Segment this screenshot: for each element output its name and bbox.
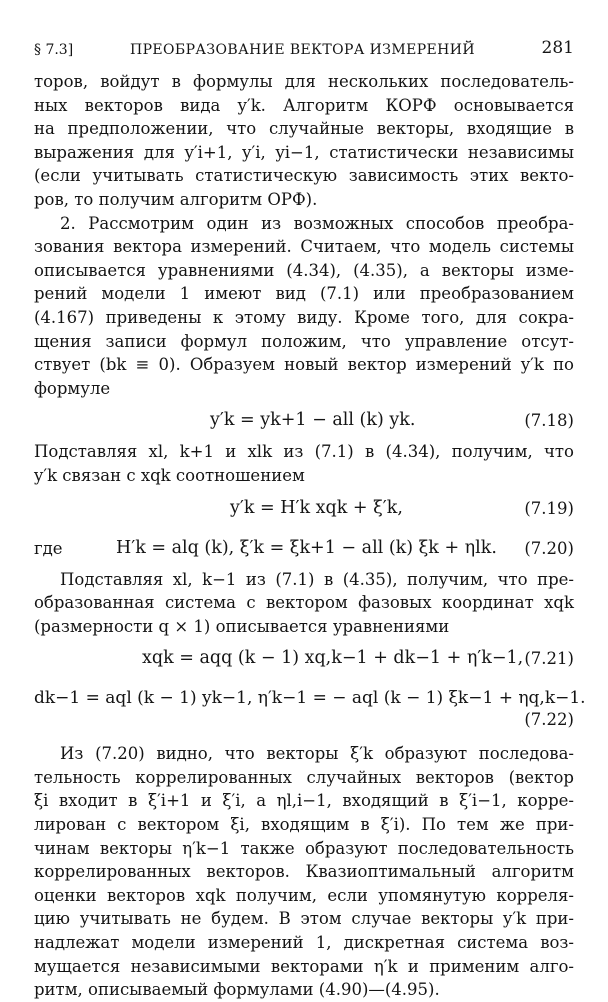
- paragraph-line: формуле: [34, 378, 111, 398]
- equation-number: (7.20): [524, 538, 574, 558]
- equation-body: dk−1 = aql (k − 1) yk−1, η′k−1 = − aql (k − 1) ξk−1 + ηq,k−1.: [34, 688, 586, 709]
- paragraph-line: мущается независимыми векторами η′k и применим алго-: [34, 956, 574, 976]
- paragraph-line: зования вектора измерений. Считаем, что модель системы: [34, 237, 574, 257]
- equation-body: y′k = yk+1 − all (k) yk.: [210, 410, 416, 431]
- paragraph-line: y′k связан с xqk соотношением: [34, 465, 305, 485]
- paragraph-line: надлежат модели измерений 1, дискретная система воз-: [34, 933, 574, 953]
- paragraph-line: Подставляя xl, k+1 и xlk из (7.1) в (4.34), получим, что: [34, 442, 574, 462]
- page-number: 281: [541, 38, 574, 58]
- paragraph-line: (4.167) приведены к этому виду. Кроме того, для сокра-: [34, 307, 574, 327]
- equation-7-18: [34, 400, 574, 440]
- paragraph-line: Из (7.20) видно, что векторы ξ′k образуют последова-: [60, 744, 574, 764]
- running-title: ПРЕОБРАЗОВАНИЕ ВЕКТОРА ИЗМЕРЕНИЙ: [130, 42, 475, 58]
- paragraph-line: цию учитывать не будем. В этом случае векторы y′k при-: [34, 909, 574, 929]
- equation-7-20: [34, 528, 574, 568]
- paragraph-line: ных векторов вида y′k. Алгоритм КОРФ основывается: [34, 95, 574, 115]
- paragraph-line: выражения для y′i+1, y′i, yi−1, статистически независимы: [34, 142, 574, 162]
- paragraph-line: торов, войдут в формулы для нескольких последователь-: [34, 72, 574, 91]
- paragraph-line: на предположении, что случайные векторы, входящие в: [34, 119, 574, 139]
- equation-7-21: [34, 638, 574, 678]
- paragraph-line: оценки векторов xqk получим, если упомянутую корреля-: [34, 885, 574, 905]
- paragraph-line: чинам векторы η′k−1 также образуют последовательность: [34, 838, 574, 858]
- where-label: где: [34, 538, 63, 558]
- running-header: [34, 38, 574, 62]
- paragraph-line: описывается уравнениями (4.34), (4.35), а векторы изме-: [34, 260, 574, 280]
- paragraph-line: (если учитывать статистическую зависимость этих векто-: [34, 166, 574, 186]
- paragraph-line: Подставляя xl, k−1 из (7.1) в (4.35), получим, что пре-: [60, 569, 574, 589]
- equation-number: (7.19): [524, 498, 574, 518]
- paragraph-line: тельность коррелированных случайных векторов (вектор: [34, 767, 574, 787]
- paragraph-line: лирован с вектором ξi, входящим в ξ′i). По тем же при-: [34, 815, 574, 835]
- equation-number: (7.22): [524, 710, 574, 730]
- section-label: § 7.3]: [34, 42, 74, 58]
- paragraph-line: ритм, описываемый формулами (4.90)—(4.95).: [34, 980, 440, 1000]
- equation-7-22: [34, 678, 586, 709]
- paragraph-line: ров, то получим алгоритм ОРФ).: [34, 189, 318, 209]
- page-body: [34, 70, 586, 1002]
- paragraph-line: 2. Рассмотрим один из возможных способов преобра-: [60, 213, 574, 233]
- equation-number: (7.21): [524, 649, 574, 669]
- equation-body: H′k = alq (k), ξ′k = ξk+1 − all (k) ξk + ηlk.: [116, 537, 497, 558]
- equation-body: y′k = H′k xqk + ξ′k,: [230, 497, 403, 518]
- paragraph-line: рений модели 1 имеют вид (7.1) или преобразованием: [34, 284, 574, 304]
- paragraph-line: ξi входит в ξ′i+1 и ξ′i, а ηl,i−1, входящий в ξ′i−1, корре-: [34, 791, 574, 811]
- equation-7-19: [34, 488, 574, 528]
- paragraph-line: ствует (bk ≡ 0). Образуем новый вектор измерений y′k по: [34, 355, 574, 375]
- paragraph-line: щения записи формул положим, что управление отсут-: [34, 331, 574, 351]
- paragraph-line: (размерности q × 1) описывается уравнениями: [34, 616, 450, 636]
- equation-body: xqk = aqq (k − 1) xq,k−1 + dk−1 + η′k−1,: [142, 648, 524, 669]
- paragraph-line: образованная система с вектором фазовых координат xqk: [34, 593, 574, 613]
- equation-number: (7.18): [524, 411, 574, 431]
- equation-7-22-number: [34, 708, 574, 742]
- paragraph-line: коррелированных векторов. Квазиоптимальный алгоритм: [34, 862, 574, 882]
